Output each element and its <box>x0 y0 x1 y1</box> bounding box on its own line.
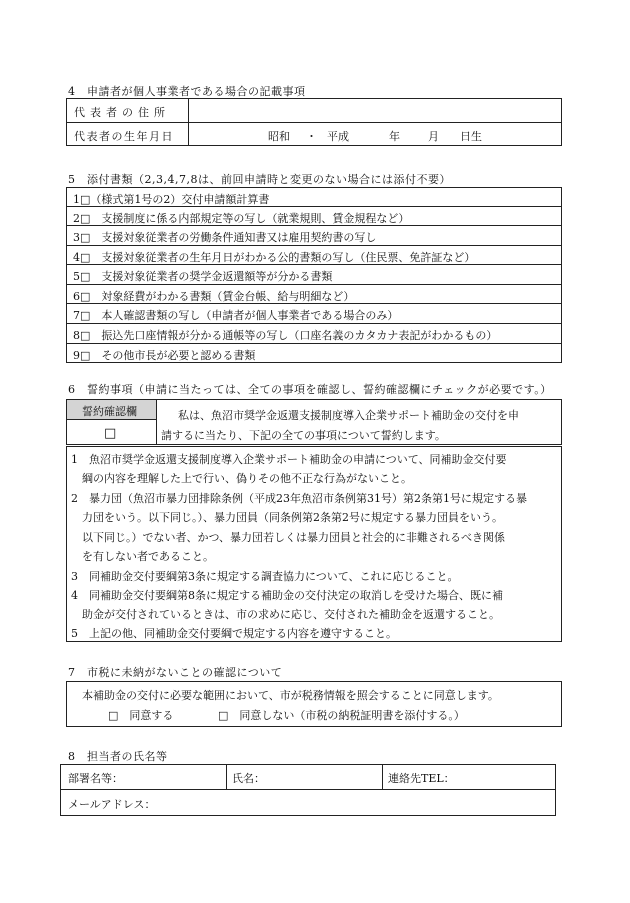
department-field[interactable] <box>130 765 225 788</box>
representative-address-field[interactable] <box>189 99 561 121</box>
tax-consent-text: 本補助金の交付に必要な範囲において、市が税務情報を照会することに同意します。 <box>82 689 499 702</box>
contact-name-label: 氏名： <box>232 772 265 785</box>
pledge-item-line: 力団をいう。以下同じ。）、暴力団員（同条例第2条第2号に規定する暴力団員をいう。 <box>71 511 503 524</box>
attachment-item-4[interactable]: 4□ 支援対象従業者の生年月日がわかる公的書類の写し（住民票、免許証など） <box>73 251 476 264</box>
email-field[interactable] <box>170 790 555 815</box>
pledge-item-line: 助金が交付されているときは、市の求めに応じ、交付された補助金を返還すること。 <box>71 608 500 621</box>
email-label: メールアドレス： <box>68 798 156 811</box>
attachment-item-9[interactable]: 9□ その他市長が必要と認める書類 <box>73 349 256 362</box>
pledge-item-line: 綱の内容を理解した上で行い、偽りその他不正な行為がないこと。 <box>71 472 412 485</box>
section7-title: 7 市税に未納がないことの確認について <box>68 666 283 679</box>
pledge-item-line: 4 同補助金交付要綱第8条に規定する補助金の交付決定の取消しを受けた場合、既に補 <box>71 589 503 602</box>
section4-title: 4 申請者が個人事業者である場合の記載事項 <box>68 85 306 98</box>
section8-title: 8 担当者の氏名等 <box>68 750 168 763</box>
birth-day-label: 日生 <box>460 130 482 143</box>
attachment-item-7[interactable]: 7□ 本人確認書類の写し（申請者が個人事業者である場合のみ） <box>73 309 399 322</box>
pledge-item-line: 2 暴力団（魚沼市暴力団排除条例（平成23年魚沼市条例第31号）第2条第1号に規定する暴 <box>71 492 527 505</box>
representative-address-label: 代表者の住所 <box>74 106 170 119</box>
contact-name-field[interactable] <box>270 765 381 788</box>
pledge-item-line: 3 同補助金交付要綱第3条に規定する調査協力について、これに応じること。 <box>71 570 459 583</box>
pledge-confirm-checkbox[interactable]: □ <box>104 426 117 441</box>
birth-era-showa: 昭和 <box>268 130 290 143</box>
contact-tel-label: 連絡先TEL： <box>388 772 455 785</box>
pledge-item-line: 1 魚沼市奨学金返還支援制度導入企業サポート補助金の申請について、同補助金交付要 <box>71 453 507 466</box>
birth-month-label: 月 <box>428 130 439 143</box>
tax-consent-agree-option[interactable]: □ 同意する <box>108 709 174 722</box>
birth-era-heisei: 平成 <box>327 130 349 143</box>
contact-tel-field[interactable] <box>460 765 555 788</box>
pledge-confirm-label: 誓約確認欄 <box>82 405 137 418</box>
representative-birthdate-field[interactable] <box>189 123 561 145</box>
section6-title: 6 誓約事項（申請に当たっては、全ての事項を確認し、誓約確認欄にチェックが必要です。） <box>68 383 552 396</box>
pledge-text-line-2: 請するに当たり、下記の全ての事項について誓約します。 <box>161 429 446 442</box>
attachment-item-5[interactable]: 5□ 支援対象従業者の奨学金返還額等が分かる書類 <box>73 270 333 283</box>
section5-title: 5 添付書類（2,3,4,7,8は、前回申請時と変更のない場合には添付不要） <box>68 173 451 186</box>
birth-era-separator: ・ <box>306 130 317 143</box>
attachment-item-8[interactable]: 8□ 振込先口座情報が分かる通帳等の写し（口座名義のカタカナ表記がわかるもの） <box>73 329 498 342</box>
attachment-item-1[interactable]: 1□（様式第1号の2）交付申請額計算書 <box>73 193 270 206</box>
attachment-item-2[interactable]: 2□ 支援制度に係る内部規定等の写し（就業規則、賃金規程など） <box>73 212 410 225</box>
attachment-item-3[interactable]: 3□ 支援対象従業者の労働条件通知書又は雇用契約書の写し <box>73 231 377 244</box>
pledge-text-line-1: 私は、魚沼市奨学金返還支援制度導入企業サポート補助金の交付を申 <box>178 409 519 422</box>
attachment-item-6[interactable]: 6□ 対象経費がわかる書類（賃金台帳、給与明細など） <box>73 290 355 303</box>
tax-consent-disagree-option[interactable]: □ 同意しない（市税の納税証明書を添付する。） <box>218 709 465 722</box>
pledge-item-line: 以下同じ。）でない者、かつ、暴力団若しくは暴力団員と社会的に非難されるべき関係 <box>71 531 506 544</box>
pledge-item-line: を有しない者であること。 <box>71 550 214 563</box>
pledge-item-line: 5 上記の他、同補助金交付要綱で規定する内容を遵守すること。 <box>71 627 397 640</box>
representative-birthdate-label: 代表者の生年月日 <box>74 130 174 143</box>
department-label: 部署名等： <box>68 772 123 785</box>
birth-year-label: 年 <box>389 130 400 143</box>
